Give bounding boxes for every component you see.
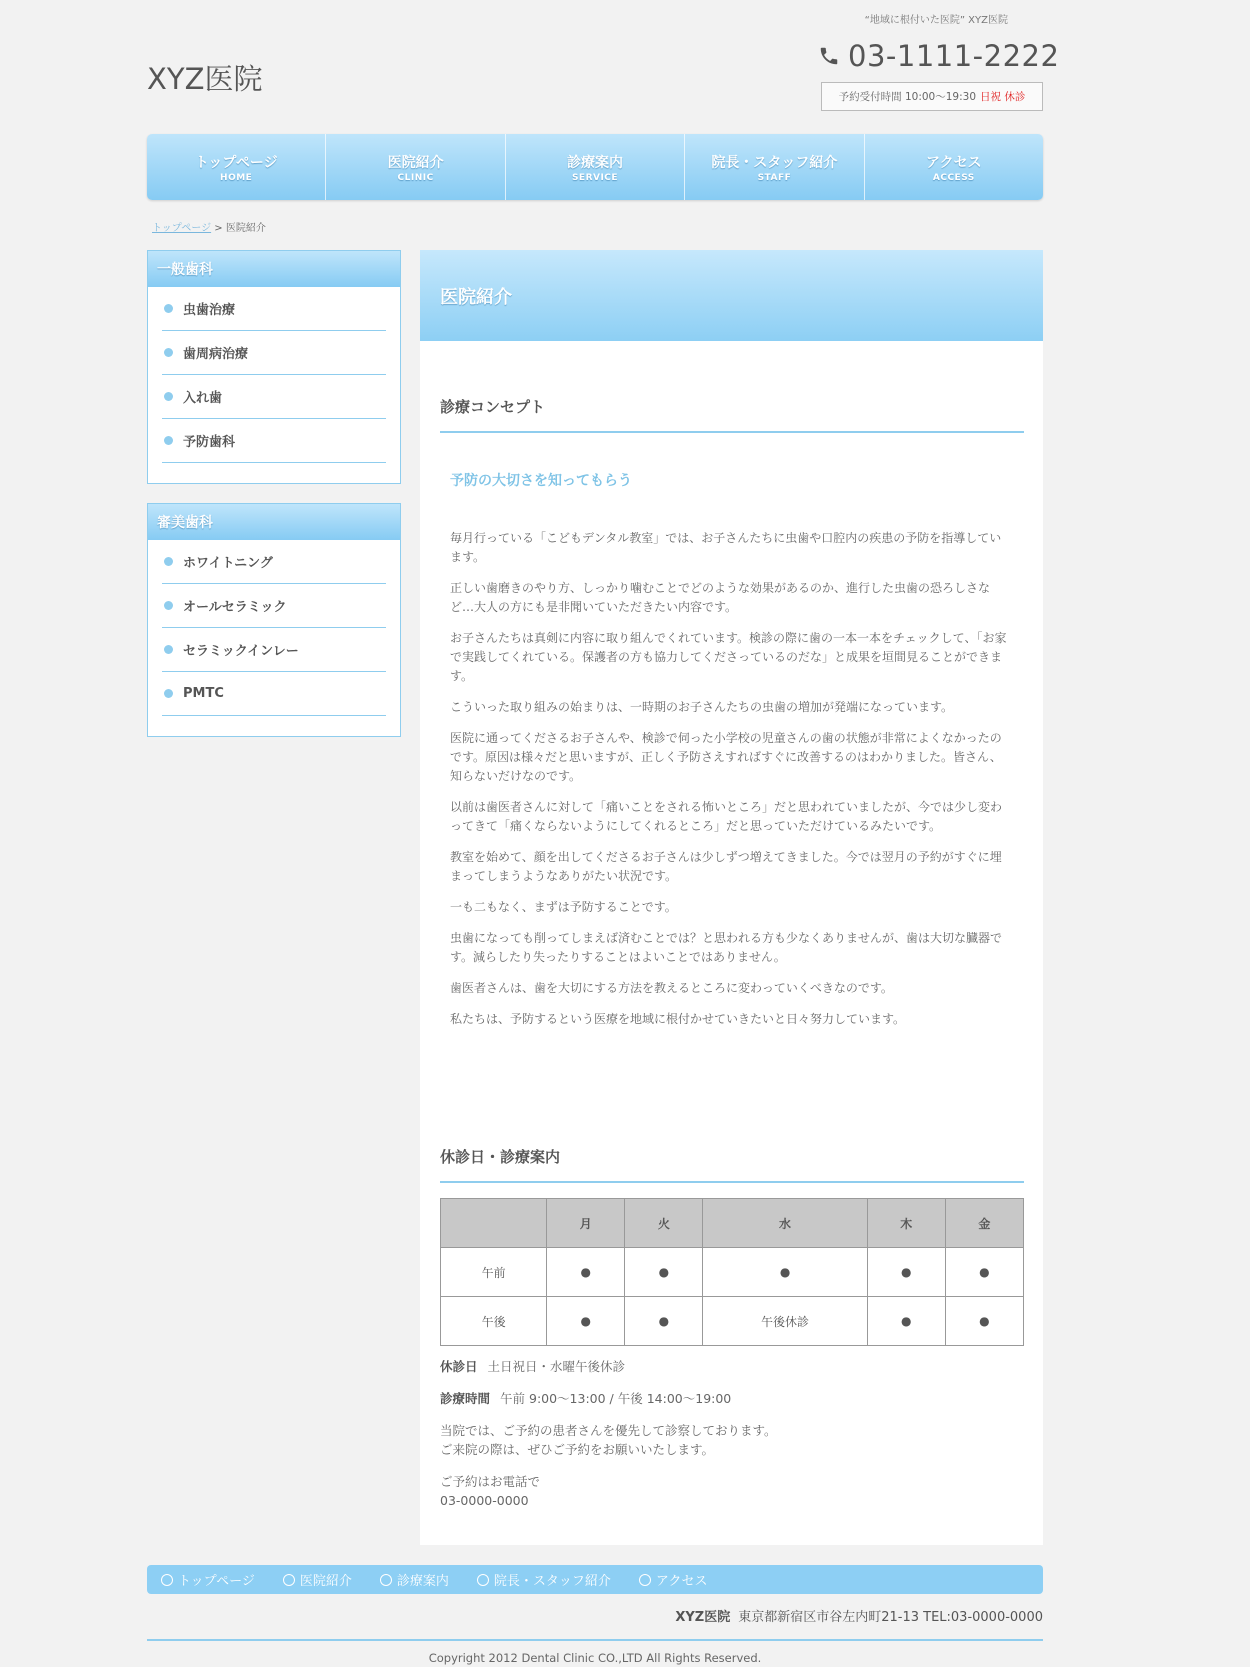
sidebar-item-label: 歯周病治療 <box>183 347 249 362</box>
nav-sublabel: CLINIC <box>397 172 434 183</box>
site-title[interactable]: XYZ医院 <box>147 62 263 96</box>
global-nav <box>147 134 1043 200</box>
nav-item-access[interactable] <box>865 134 1043 200</box>
footer-nav <box>147 1565 1043 1594</box>
bullet-icon <box>164 436 173 445</box>
closed-days-notice: 日祝 休診 <box>980 91 1026 103</box>
reservation-hours-box <box>821 82 1043 111</box>
bullet-icon <box>164 304 173 313</box>
notice-line: ご来院の際は、ぜひご予約をお願いいたします。 <box>440 1442 715 1457</box>
bullet-icon <box>164 348 173 357</box>
reservation-hours: 予約受付時間 10:00～19:30 <box>838 91 976 103</box>
footer-link-home[interactable] <box>161 1570 255 1589</box>
footer-link-label: 院長・スタッフ紹介 <box>493 1574 611 1589</box>
notice-line: 当院では、ご予約の患者さんを優先して診察しております。 <box>440 1423 777 1438</box>
nav-item-staff[interactable] <box>685 134 864 200</box>
nav-label: アクセス <box>926 154 982 171</box>
closed-days-value: 土日祝日・水曜午後休診 <box>487 1359 626 1374</box>
footer-link-label: アクセス <box>655 1574 708 1589</box>
sidebar-cosmetic-dentistry <box>147 503 401 737</box>
bullet-icon <box>164 392 173 401</box>
paragraph: 私たちは、予防するという医療を地域に根付かせていきたいと日々努力しています。 <box>450 1012 906 1026</box>
paragraph: お子さんたちは真剣に内容に取り組んでくれています。検診の際に歯の一本一本をチェックして、「お家で実践してくれている。保護者の方も協力してくださっているのだな」と成果を垣間見ることができます。 <box>450 631 1007 683</box>
phone-number <box>818 36 1059 76</box>
closed-days-info <box>440 1357 1024 1376</box>
concept-subheading: 予防の大切さを知ってもらう <box>450 473 632 489</box>
hours-value: 午前 9:00～13:00 / 午後 14:00～19:00 <box>500 1391 732 1406</box>
nav-sublabel: STAFF <box>757 172 792 183</box>
bullet-icon <box>164 689 173 698</box>
paragraph: 歯医者さんは、歯を大切にする方法を教えるところに変わっていくべきなのです。 <box>450 981 893 995</box>
paragraph: 教室を始めて、顔を出してくださるお子さんは少しずつ増えてきました。今では翌月の予約がすぐに埋まってしまうようなありがたい状況です。 <box>450 850 1002 883</box>
footer-address <box>147 1606 1043 1625</box>
footer-link-label: トップページ <box>178 1574 255 1589</box>
hours-label: 診療時間 <box>440 1391 491 1406</box>
footer-link-access[interactable] <box>639 1570 708 1589</box>
sidebar-item[interactable] <box>162 287 386 331</box>
bullet-icon <box>164 645 173 654</box>
table-cell: ● <box>547 1248 625 1297</box>
bullet-icon <box>164 557 173 566</box>
footer-clinic-name: XYZ医院 <box>675 1610 731 1625</box>
table-row <box>441 1297 1024 1346</box>
sidebar-item-label: オールセラミック <box>183 600 287 615</box>
sidebar-general-dentistry <box>147 250 401 484</box>
table-header-cell: 金 <box>945 1199 1023 1248</box>
paragraph: 医院に通ってくださるお子さんや、検診で伺った小学校の児童さんの歯の状態が非常によくなかったのです。原因は様々だと思いますが、正しく予防さえすればすぐに改善するのはわかりました。皆さん、知らないだけなのです。 <box>450 731 1002 783</box>
paragraph: こういった取り組みの始まりは、一時期のお子さんたちの虫歯の増加が発端になっています。 <box>450 700 954 714</box>
paragraph: 正しい歯磨きのやり方、しっかり噛むことでどのような効果があるのか、進行した虫歯の恐ろしさなど…大人の方にも是非聞いていただきたい内容です。 <box>450 581 991 614</box>
table-cell: ● <box>625 1297 703 1346</box>
table-header-cell: 水 <box>703 1199 867 1248</box>
reservation-notice <box>440 1421 1024 1459</box>
sidebar-item[interactable] <box>162 331 386 375</box>
hours-info <box>440 1389 1024 1408</box>
table-cell: ● <box>945 1248 1023 1297</box>
sidebar-item-label: 虫歯治療 <box>183 303 236 318</box>
table-cell: ● <box>867 1248 945 1297</box>
circle-icon <box>161 1574 173 1586</box>
sidebar-item[interactable] <box>162 672 386 716</box>
nav-sublabel: SERVICE <box>571 172 619 183</box>
paragraph: 毎月行っている「こどもデンタル教室」では、お子さんたちに虫歯や口腔内の疾患の予防を指導しています。 <box>450 531 1002 564</box>
nav-sublabel: HOME <box>220 172 253 183</box>
breadcrumb-separator: > <box>211 223 226 234</box>
page-title: 医院紹介 <box>420 250 1043 341</box>
nav-label: トップページ <box>194 154 278 171</box>
reservation-phone <box>440 1472 1024 1510</box>
breadcrumb-current: 医院紹介 <box>225 223 266 234</box>
closed-days-label: 休診日 <box>440 1359 478 1374</box>
table-cell: 午後休診 <box>703 1297 867 1346</box>
footer-address-text: 東京都新宿区市谷左内町21-13 TEL:03-0000-0000 <box>738 1610 1043 1625</box>
table-header-cell: 木 <box>867 1199 945 1248</box>
concept-heading: 診療コンセプト <box>440 396 1024 433</box>
sidebar-item[interactable] <box>162 375 386 419</box>
paragraph: 虫歯になっても削ってしまえば済むことでは？と思われる方も少なくありませんが、歯は大切な臓器です。減らしたり失ったりすることはよいことではありません。 <box>450 931 1003 964</box>
phone-number-text: 03-1111-2222 <box>848 39 1060 73</box>
table-cell: ● <box>703 1248 867 1297</box>
sidebar-item[interactable] <box>162 628 386 672</box>
sidebar-item-label: PMTC <box>183 686 224 701</box>
nav-label: 医院紹介 <box>387 154 444 171</box>
sidebar-heading: 審美歯科 <box>148 504 400 540</box>
table-header-cell <box>441 1199 547 1248</box>
bullet-icon <box>164 601 173 610</box>
paragraph: 一も二もなく、まずは予防することです。 <box>450 900 677 914</box>
breadcrumb <box>152 219 266 234</box>
nav-item-service[interactable] <box>506 134 685 200</box>
table-cell: 午前 <box>441 1248 547 1297</box>
circle-icon <box>639 1574 651 1586</box>
table-cell: ● <box>625 1248 703 1297</box>
circle-icon <box>380 1574 392 1586</box>
paragraph: 以前は歯医者さんに対して「痛いことをされる怖いところ」だと思われていましたが、今では少し変わってきて「痛くならないようにしてくれるところ」だと思っていただけているみたいです。 <box>450 800 1003 833</box>
footer-link-staff[interactable] <box>477 1570 611 1589</box>
circle-icon <box>477 1574 489 1586</box>
sidebar-item-label: セラミックインレー <box>183 644 299 659</box>
table-header-cell: 月 <box>547 1199 625 1248</box>
sidebar-item[interactable] <box>162 584 386 628</box>
table-cell: ● <box>547 1297 625 1346</box>
sidebar-item-label: 予防歯科 <box>183 435 236 450</box>
nav-label: 院長・スタッフ紹介 <box>711 154 838 171</box>
sidebar-item-label: ホワイトニング <box>183 556 273 571</box>
footer-divider <box>147 1639 1043 1641</box>
circle-icon <box>283 1574 295 1586</box>
copyright: Copyright 2012 Dental Clinic CO.,LTD All Rights Reserved. <box>428 1651 762 1665</box>
phone-icon <box>818 45 840 67</box>
sidebar-item-label: 入れ歯 <box>183 391 223 406</box>
schedule-table <box>440 1198 1024 1346</box>
main-content <box>420 250 1043 1545</box>
table-header-row <box>441 1199 1024 1248</box>
footer-link-clinic[interactable] <box>283 1570 352 1589</box>
table-cell: 午後 <box>441 1297 547 1346</box>
table-cell: ● <box>945 1297 1023 1346</box>
nav-sublabel: ACCESS <box>932 172 975 183</box>
reserve-phone-number: 03-0000-0000 <box>440 1493 529 1508</box>
schedule-heading: 休診日・診療案内 <box>440 1146 1024 1183</box>
nav-item-home[interactable] <box>147 134 326 200</box>
footer-link-label: 医院紹介 <box>299 1574 352 1589</box>
table-row <box>441 1248 1024 1297</box>
concept-body <box>450 529 1010 1041</box>
footer-link-service[interactable] <box>380 1570 449 1589</box>
sidebar-item[interactable] <box>162 419 386 463</box>
sidebar-item[interactable] <box>162 540 386 584</box>
table-cell: ● <box>867 1297 945 1346</box>
reserve-label: ご予約はお電話で <box>440 1474 541 1489</box>
breadcrumb-home-link[interactable]: トップページ <box>152 223 212 234</box>
nav-item-clinic[interactable] <box>326 134 505 200</box>
table-header-cell: 火 <box>625 1199 703 1248</box>
sidebar-heading: 一般歯科 <box>148 251 400 287</box>
footer-link-label: 診療案内 <box>396 1574 449 1589</box>
nav-label: 診療案内 <box>567 154 624 171</box>
site-tagline: “地域に根付いた医院” XYZ医院 <box>864 15 1008 26</box>
